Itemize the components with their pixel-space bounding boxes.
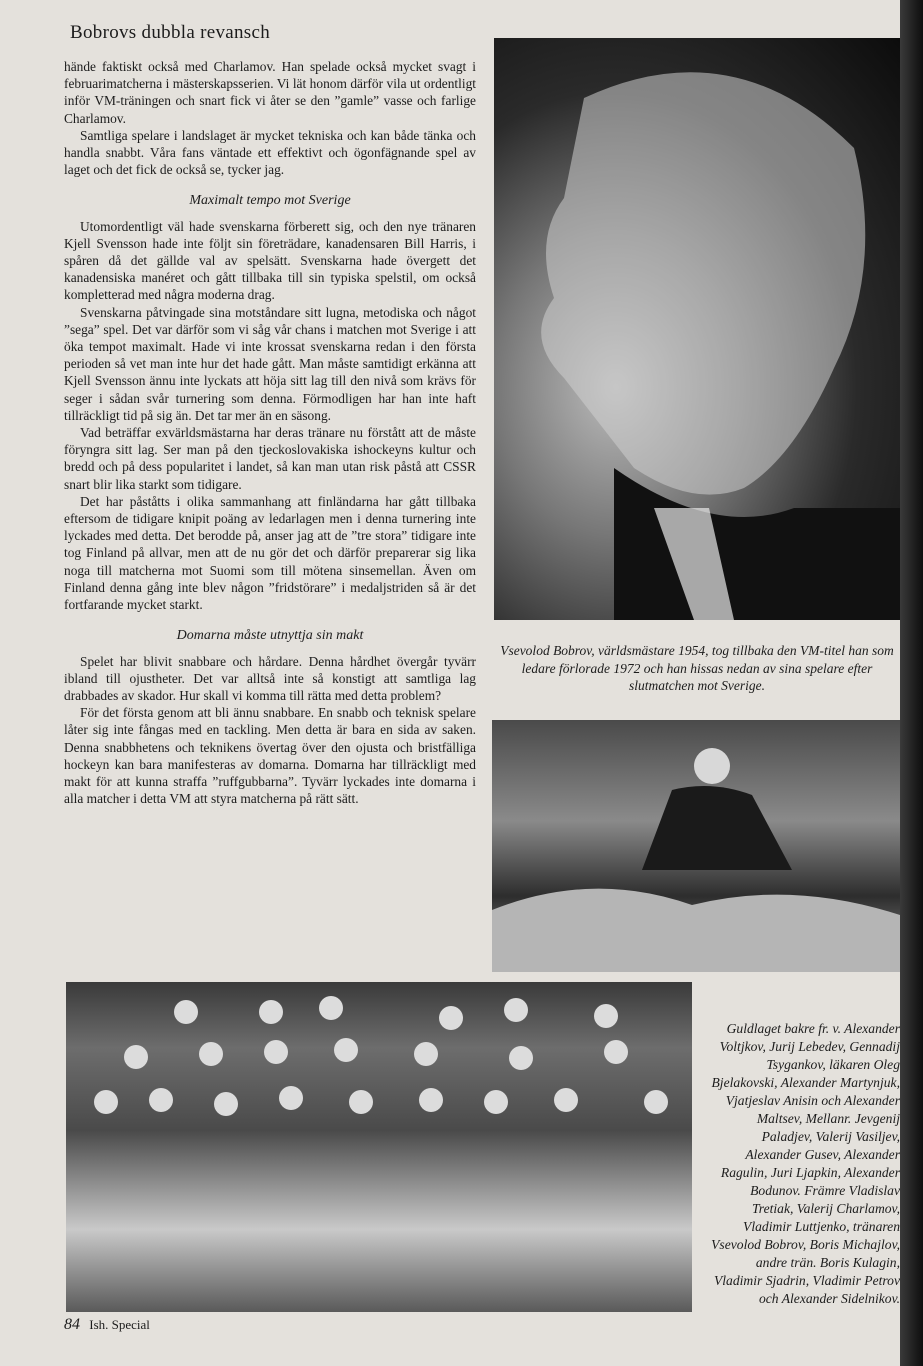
team-photo	[66, 982, 692, 1312]
book-spine-shadow	[900, 0, 923, 1366]
section2-paragraph-1: Spelet har blivit snabbare och hårdare. Denna hårdhet övergår tyvärr ibland till ojustheter. Det var alltså inte så konstigt att samtliga lag drabbades av skador. Hur skall vi komma till rätta med detta problem?	[64, 653, 476, 703]
page-header-title: Bobrovs dubbla revansch	[70, 22, 271, 43]
portrait-silhouette	[494, 38, 900, 620]
section1-paragraph-1: Utomordentligt väl hade svenskarna förberett sig, och den nye tränaren Kjell Svensson hade inte följt sin företrädare, kanadensaren Bill Harris, i spåren då det gällde val av spelsätt. Svenskarna hade övergett det kanadensiska manéret och gått tillbaka till sin typiska spelstil, om också kompletterad med några moderna drag.	[64, 218, 476, 303]
portrait-caption: Vsevolod Bobrov, världsmästare 1954, tog tillbaka den VM-titel han som ledare förlorade 1972 och han hissas nedan av sina spelare efter slutmatchen mot Sverige.	[500, 643, 894, 693]
section-heading-sverige: Maximalt tempo mot Sverige	[189, 193, 351, 209]
section1-paragraph-2: Svenskarna påtvingade sina motståndare sitt lugna, metodiska och något ”sega” spel. Det var därför som vi såg vår chans i matchen mot Sverige i att öka tempot maximalt. Hade vi inte krossat svenskarna redan i den första perioden så vet man inte hur det hade gått. Man måste samtidigt erkänna att Kjell Svensson ännu inte lyckats att höja sitt lag till den nivå som krävs för seger i sådan svår turnering som denna. Förmodligen har han inte haft tillräckligt tid på sig än. Det tar mer än en säsong.	[64, 304, 476, 423]
section-heading-domarna: Domarna måste utnyttja sin makt	[176, 628, 364, 644]
publication-name: Ish. Special	[89, 1317, 150, 1332]
section1-paragraph-3: Vad beträffar exvärldsmästarna har deras tränare nu förstått att de måste föryngra sitt lag. Ser man på den tjeckoslovakiska ishockeyns kultur och bredd och på dess popularitet i landet, så kan man utan risk påstå att CSSR snart blir lika starkt som tidigare.	[64, 425, 476, 492]
page-number: 84	[64, 1316, 80, 1333]
team-rows	[66, 982, 692, 1312]
celebration-photo	[492, 720, 900, 972]
team-caption: Guldlaget bakre fr. v. Alexander Voltjkov, Jurij Lebedev, Gennadij Tsygankov, läkaren Oleg Bjelakovski, Alexander Martynjuk, Vjatjeslav Anisin och Alexander Maltsev, Mellanr. Jevgenij Paladjev, Valerij Vasiljev, Alexander Gusev, Alexander Ragulin, Juri Ljapkin, Alexander Bodunov. Främre Vladislav Tretiak, Valerij Charlamov, Vladimir Luttjenko, tränaren Vsevolod Bobrov, Boris Michajlov, andre trän. Boris Kulagin, Vladimir Sjadrin, Vladimir Petrov och Alexander Sidelnikov.	[711, 1021, 900, 1306]
intro-paragraph-1: hände faktiskt också med Charlamov. Han spelade också mycket svagt i februarimatcherna i mästerskapsserien. Vi lät honom därför vila ut ordentligt inför VM-träningen och snart fick vi åter se den ”gamle” vasse och farlige Charlamov.	[64, 59, 476, 126]
intro-paragraph-2: Samtliga spelare i landslaget är mycket tekniska och kan både tänka och handla snabbt. Våra fans väntade ett effektivt och ögonfägnande spel av laget och det fick de också se, tycker jag.	[64, 127, 476, 178]
celebration-scene	[492, 720, 900, 972]
section1-paragraph-4: Det har påståtts i olika sammanhang att finländarna har gått tillbaka eftersom de tidigare knipit poäng av ledarlagen men i denna turnering inte lyckades med detta. Det berodde på, anser jag att de ”tre stora” tidigare inte tog Finland på allvar, men att de nu gör det och därför preparerar sig lika noga till matcherna mot Suomi som till mötena sinsemellan. Även om Finland denna gång inte blev någon ”fridstörare” i medaljstriden så är det fortfarande mycket starkt.	[64, 493, 476, 613]
portrait-photo	[494, 38, 900, 620]
page-footer	[64, 1316, 150, 1334]
section2-paragraph-2: För det första genom att bli ännu snabbare. En snabb och teknisk spelare låter sig inte fångas med en tackling. Men detta är bara en sida av saken. Denna snabbhetens och teknikens övertag över den ojusta och bristfälliga hockeyn kan bara manifesteras av domarna. Domarna har tillräckligt med makt för att kunna straffa ”ruffgubbarna”. Tyvärr lyckades inte domarna i alla matcher i detta VM att styra matcherna på rätt sätt.	[64, 705, 476, 807]
article-column	[64, 58, 476, 807]
